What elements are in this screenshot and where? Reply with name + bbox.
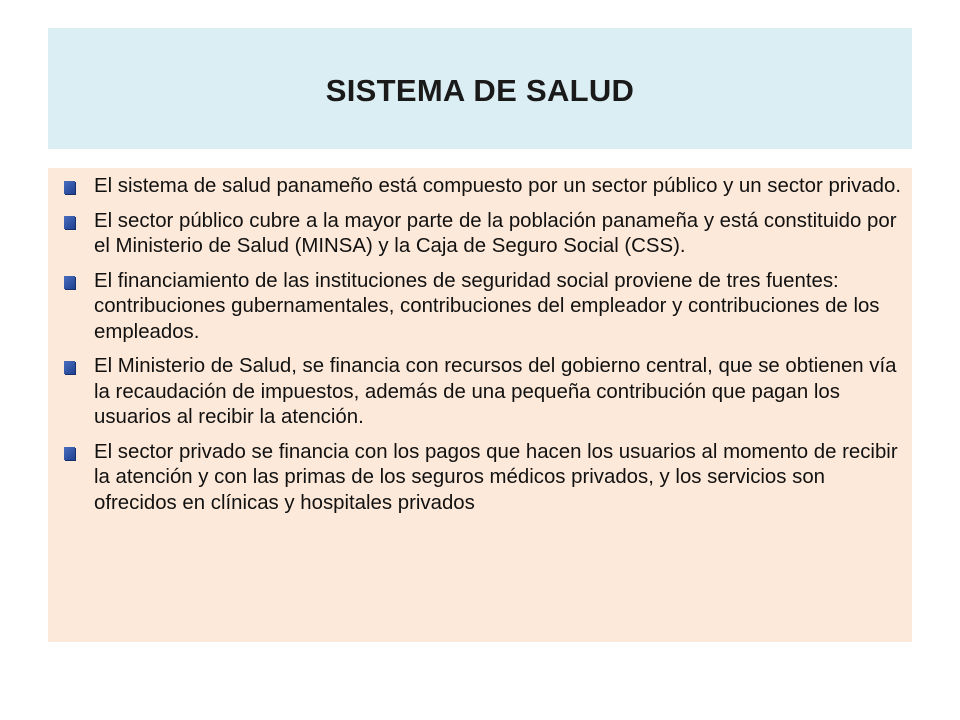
bullet-text: El Ministerio de Salud, se financia con recursos del gobierno central, que se obtienen vía la recaudación de impuestos, además de una pequeña contribución que pagan los usuarios al recibir la atención. <box>94 355 897 428</box>
square-bullet-icon <box>64 276 75 289</box>
bullet-item <box>64 440 902 517</box>
bullet-text: El sector privado se financia con los pagos que hacen los usuarios al momento de recibir la atención y con las primas de los seguros médicos privados, y los servicios son ofrecidos en clínicas y hospitales privados <box>94 440 898 514</box>
square-bullet-icon <box>64 181 75 194</box>
bullet-list <box>64 174 902 516</box>
slide-title: SISTEMA DE SALUD <box>325 72 635 108</box>
bullet-item <box>64 209 902 260</box>
bullet-item <box>64 354 902 431</box>
content-panel <box>48 168 912 642</box>
bullet-item <box>64 174 902 200</box>
title-banner <box>48 28 912 149</box>
bullet-text: El financiamiento de las instituciones de seguridad social proviene de tres fuentes: contribuciones gubernamentales, contribuciones del empleador y contribuciones de los empleados. <box>94 269 880 343</box>
bullet-text: El sector público cubre a la mayor parte de la población panameña y está constituido por el Ministerio de Salud (MINSA) y la Caja de Seguro Social (CSS). <box>94 209 897 257</box>
square-bullet-icon <box>64 216 75 229</box>
square-bullet-icon <box>64 447 75 460</box>
bullet-text: El sistema de salud panameño está compuesto por un sector público y un sector privado. <box>94 175 902 197</box>
bullet-item <box>64 269 902 346</box>
square-bullet-icon <box>64 361 75 374</box>
